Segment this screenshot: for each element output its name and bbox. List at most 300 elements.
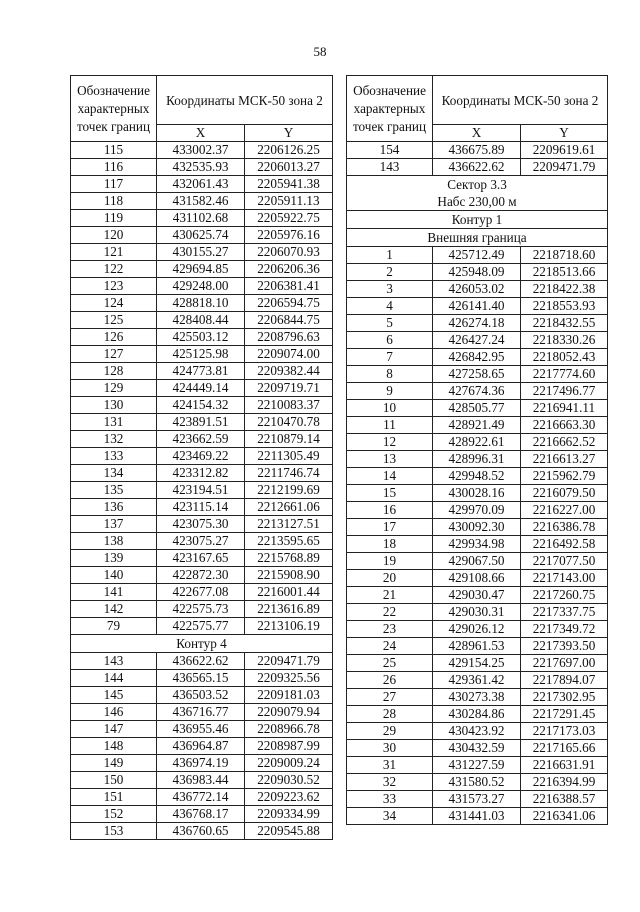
x-coordinate-cell: 424154.32: [157, 397, 245, 414]
section-row: [347, 229, 608, 247]
table-row: [347, 142, 608, 159]
table-row: [71, 244, 333, 261]
table-row: [347, 672, 608, 689]
y-coordinate-cell: 2209619.61: [521, 142, 608, 159]
point-number-cell: 120: [71, 227, 157, 244]
y-coordinate-cell: 2206381.41: [245, 278, 333, 295]
point-number-cell: 145: [71, 687, 157, 704]
table-row: [71, 278, 333, 295]
x-coordinate-cell: 428921.49: [433, 417, 521, 434]
point-number-cell: 121: [71, 244, 157, 261]
point-number-cell: 3: [347, 281, 433, 298]
y-coordinate-cell: 2205976.16: [245, 227, 333, 244]
x-coordinate-cell: 422677.08: [157, 584, 245, 601]
point-number-cell: 28: [347, 706, 433, 723]
point-number-cell: 14: [347, 468, 433, 485]
y-coordinate-cell: 2216341.06: [521, 808, 608, 825]
table-row: [71, 567, 333, 584]
y-coordinate-cell: 2209719.71: [245, 380, 333, 397]
table-row: [71, 755, 333, 772]
x-coordinate-cell: 430625.74: [157, 227, 245, 244]
y-coordinate-cell: 2216492.58: [521, 536, 608, 553]
x-coordinate-cell: 422575.77: [157, 618, 245, 635]
point-number-cell: 21: [347, 587, 433, 604]
table-row: [347, 757, 608, 774]
x-coordinate-cell: 431441.03: [433, 808, 521, 825]
x-coordinate-cell: 426274.18: [433, 315, 521, 332]
y-coordinate-cell: 2218330.26: [521, 332, 608, 349]
x-coordinate-cell: 430028.16: [433, 485, 521, 502]
point-number-cell: 137: [71, 516, 157, 533]
y-coordinate-cell: 2217260.75: [521, 587, 608, 604]
point-number-cell: 17: [347, 519, 433, 536]
x-coordinate-cell: 428996.31: [433, 451, 521, 468]
table-row: [71, 772, 333, 789]
x-coordinate-cell: 436768.17: [157, 806, 245, 823]
y-coordinate-cell: 2215962.79: [521, 468, 608, 485]
y-coordinate-cell: 2212661.06: [245, 499, 333, 516]
x-coordinate-cell: 429970.09: [433, 502, 521, 519]
table-row: [347, 791, 608, 808]
y-coordinate-cell: 2206126.25: [245, 142, 333, 159]
point-number-cell: 1: [347, 247, 433, 264]
x-coordinate-cell: 428505.77: [433, 400, 521, 417]
y-coordinate-cell: 2209471.79: [245, 653, 333, 670]
point-number-cell: 26: [347, 672, 433, 689]
table-row: [347, 519, 608, 536]
point-number-cell: 11: [347, 417, 433, 434]
table-row: [71, 227, 333, 244]
table-row: [71, 618, 333, 635]
point-number-cell: 139: [71, 550, 157, 567]
table-row: [347, 264, 608, 281]
section-label: Внешняя граница: [347, 229, 608, 247]
y-coordinate-cell: 2209325.56: [245, 670, 333, 687]
y-coordinate-cell: 2217077.50: [521, 553, 608, 570]
point-number-cell: 131: [71, 414, 157, 431]
table-row: [347, 315, 608, 332]
point-number-cell: 31: [347, 757, 433, 774]
table-row: [71, 584, 333, 601]
x-coordinate-cell: 426427.24: [433, 332, 521, 349]
point-number-cell: 123: [71, 278, 157, 295]
point-number-cell: 150: [71, 772, 157, 789]
table-row: [71, 261, 333, 278]
y-coordinate-cell: 2216662.52: [521, 434, 608, 451]
y-coordinate-cell: 2209030.52: [245, 772, 333, 789]
x-coordinate-cell: 436955.46: [157, 721, 245, 738]
section-label: Контур 1: [347, 211, 608, 229]
point-number-cell: 19: [347, 553, 433, 570]
table-row: [347, 451, 608, 468]
x-coordinate-cell: 431582.46: [157, 193, 245, 210]
table-row: [71, 159, 333, 176]
table-row: [347, 536, 608, 553]
x-coordinate-cell: 431102.68: [157, 210, 245, 227]
y-coordinate-cell: 2206013.27: [245, 159, 333, 176]
point-number-cell: 12: [347, 434, 433, 451]
table-row: [347, 774, 608, 791]
table-row: [347, 434, 608, 451]
x-coordinate-cell: 429030.31: [433, 604, 521, 621]
y-coordinate-cell: 2209223.62: [245, 789, 333, 806]
point-number-cell: 144: [71, 670, 157, 687]
point-number-cell: 29: [347, 723, 433, 740]
x-coordinate-cell: 427674.36: [433, 383, 521, 400]
x-coordinate-cell: 422575.73: [157, 601, 245, 618]
y-coordinate-cell: 2216394.99: [521, 774, 608, 791]
point-number-cell: 18: [347, 536, 433, 553]
y-coordinate-cell: 2210470.78: [245, 414, 333, 431]
point-number-cell: 136: [71, 499, 157, 516]
y-coordinate-cell: 2213595.65: [245, 533, 333, 550]
x-coordinate-cell: 436716.77: [157, 704, 245, 721]
x-coordinate-cell: 430284.86: [433, 706, 521, 723]
point-number-cell: 119: [71, 210, 157, 227]
section-row: [347, 211, 608, 229]
x-coordinate-cell: 423891.51: [157, 414, 245, 431]
x-coordinate-cell: 436964.87: [157, 738, 245, 755]
x-coordinate-cell: 436974.19: [157, 755, 245, 772]
x-coordinate-cell: 436675.89: [433, 142, 521, 159]
coordinates-table-body-left: [71, 142, 333, 840]
point-number-cell: 25: [347, 655, 433, 672]
x-coordinate-cell: 428818.10: [157, 295, 245, 312]
y-coordinate-cell: 2208987.99: [245, 738, 333, 755]
y-coordinate-cell: 2209009.24: [245, 755, 333, 772]
table-row: [347, 332, 608, 349]
point-number-cell: 33: [347, 791, 433, 808]
table-row: [347, 417, 608, 434]
x-coordinate-cell: 429030.47: [433, 587, 521, 604]
y-coordinate-cell: 2213127.51: [245, 516, 333, 533]
x-coordinate-cell: 425503.12: [157, 329, 245, 346]
y-coordinate-cell: 2213106.19: [245, 618, 333, 635]
point-number-cell: 4: [347, 298, 433, 315]
x-coordinate-cell: 423194.51: [157, 482, 245, 499]
y-coordinate-cell: 2216663.30: [521, 417, 608, 434]
x-coordinate-cell: 436983.44: [157, 772, 245, 789]
y-coordinate-cell: 2217173.03: [521, 723, 608, 740]
x-coordinate-cell: 429934.98: [433, 536, 521, 553]
point-number-cell: 8: [347, 366, 433, 383]
y-coordinate-cell: 2205941.38: [245, 176, 333, 193]
x-coordinate-cell: 429026.12: [433, 621, 521, 638]
table-row: [347, 247, 608, 264]
y-coordinate-cell: 2209079.94: [245, 704, 333, 721]
y-coordinate-cell: 2218553.93: [521, 298, 608, 315]
section-label-line: Сектор 3.3: [447, 177, 507, 192]
x-coordinate-cell: 428408.44: [157, 312, 245, 329]
point-number-cell: 115: [71, 142, 157, 159]
point-number-cell: 151: [71, 789, 157, 806]
point-number-cell: 143: [347, 159, 433, 176]
table-row: [347, 587, 608, 604]
table-row: [71, 687, 333, 704]
x-coordinate-cell: 429248.00: [157, 278, 245, 295]
x-coordinate-cell: 436622.62: [157, 653, 245, 670]
y-coordinate-cell: 2216079.50: [521, 485, 608, 502]
y-column-header: Y: [245, 125, 333, 142]
x-coordinate-cell: 436622.62: [433, 159, 521, 176]
x-coordinate-cell: 422872.30: [157, 567, 245, 584]
x-coordinate-cell: 426053.02: [433, 281, 521, 298]
y-coordinate-cell: 2217337.75: [521, 604, 608, 621]
x-coordinate-cell: 436772.14: [157, 789, 245, 806]
y-coordinate-cell: 2218052.43: [521, 349, 608, 366]
y-coordinate-cell: 2209334.99: [245, 806, 333, 823]
point-number-cell: 23: [347, 621, 433, 638]
y-coordinate-cell: 2208966.78: [245, 721, 333, 738]
x-coordinate-cell: 425948.09: [433, 264, 521, 281]
table-row: [71, 601, 333, 618]
point-number-cell: 79: [71, 618, 157, 635]
point-number-cell: 117: [71, 176, 157, 193]
table-row: [347, 638, 608, 655]
table-row: [347, 706, 608, 723]
table-row: [71, 142, 333, 159]
coordinates-table-left: [70, 75, 333, 840]
point-number-cell: 27: [347, 689, 433, 706]
table-row: [71, 806, 333, 823]
point-number-cell: 32: [347, 774, 433, 791]
table-row: [71, 380, 333, 397]
y-coordinate-cell: 2218432.55: [521, 315, 608, 332]
y-coordinate-cell: 2217393.50: [521, 638, 608, 655]
y-coordinate-cell: 2218422.38: [521, 281, 608, 298]
point-number-cell: 124: [71, 295, 157, 312]
point-number-cell: 149: [71, 755, 157, 772]
point-number-cell: 118: [71, 193, 157, 210]
table-row: [71, 653, 333, 670]
point-number-cell: 134: [71, 465, 157, 482]
x-coordinate-cell: 429694.85: [157, 261, 245, 278]
table-row: [71, 704, 333, 721]
point-number-cell: 34: [347, 808, 433, 825]
table-row: [347, 281, 608, 298]
coordinates-header: Координаты МСК-50 зона 2: [433, 76, 608, 125]
x-coordinate-cell: 426842.95: [433, 349, 521, 366]
section-label: Контур 4: [71, 635, 333, 653]
section-row: [71, 635, 333, 653]
x-coordinate-cell: 429067.50: [433, 553, 521, 570]
x-coordinate-cell: 431227.59: [433, 757, 521, 774]
table-row: [347, 366, 608, 383]
point-number-cell: 135: [71, 482, 157, 499]
x-coordinate-cell: 423662.59: [157, 431, 245, 448]
point-number-cell: 16: [347, 502, 433, 519]
table-row: [347, 740, 608, 757]
y-coordinate-cell: 2206070.93: [245, 244, 333, 261]
table-row: [71, 465, 333, 482]
y-coordinate-cell: 2206844.75: [245, 312, 333, 329]
point-number-cell: 142: [71, 601, 157, 618]
point-number-cell: 15: [347, 485, 433, 502]
y-coordinate-cell: 2209545.88: [245, 823, 333, 840]
y-coordinate-cell: 2216001.44: [245, 584, 333, 601]
point-number-cell: 127: [71, 346, 157, 363]
table-row: [71, 346, 333, 363]
point-number-cell: 126: [71, 329, 157, 346]
table-row: [347, 349, 608, 366]
x-coordinate-cell: 424449.14: [157, 380, 245, 397]
x-coordinate-cell: 430155.27: [157, 244, 245, 261]
point-number-cell: 146: [71, 704, 157, 721]
table-row: [71, 397, 333, 414]
x-coordinate-cell: 436503.52: [157, 687, 245, 704]
table-row: [71, 448, 333, 465]
x-coordinate-cell: 432061.43: [157, 176, 245, 193]
table-row: [71, 738, 333, 755]
x-coordinate-cell: 428922.61: [433, 434, 521, 451]
y-coordinate-cell: 2212199.69: [245, 482, 333, 499]
y-coordinate-cell: 2216941.11: [521, 400, 608, 417]
y-coordinate-cell: 2206206.36: [245, 261, 333, 278]
x-coordinate-cell: 430092.30: [433, 519, 521, 536]
y-coordinate-cell: 2217894.07: [521, 672, 608, 689]
y-coordinate-cell: 2218718.60: [521, 247, 608, 264]
table-row: [347, 298, 608, 315]
coordinates-header: Координаты МСК-50 зона 2: [157, 76, 333, 125]
point-number-cell: 10: [347, 400, 433, 417]
x-coordinate-cell: 433002.37: [157, 142, 245, 159]
table-row: [71, 414, 333, 431]
y-coordinate-cell: 2209471.79: [521, 159, 608, 176]
point-number-cell: 132: [71, 431, 157, 448]
section-label: [347, 176, 608, 211]
x-coordinate-cell: 423312.82: [157, 465, 245, 482]
x-coordinate-cell: 431580.52: [433, 774, 521, 791]
y-coordinate-cell: 2215908.90: [245, 567, 333, 584]
point-number-cell: 30: [347, 740, 433, 757]
y-coordinate-cell: 2205922.75: [245, 210, 333, 227]
x-coordinate-cell: 425712.49: [433, 247, 521, 264]
point-number-cell: 5: [347, 315, 433, 332]
x-coordinate-cell: 431573.27: [433, 791, 521, 808]
x-coordinate-cell: 423469.22: [157, 448, 245, 465]
table-row: [71, 721, 333, 738]
point-number-cell: 7: [347, 349, 433, 366]
coordinates-table-right: [346, 75, 608, 825]
point-number-cell: 147: [71, 721, 157, 738]
point-number-cell: 116: [71, 159, 157, 176]
y-coordinate-cell: 2210083.37: [245, 397, 333, 414]
point-number-cell: 140: [71, 567, 157, 584]
table-row: [347, 553, 608, 570]
table-row: [71, 329, 333, 346]
x-column-header: X: [433, 125, 521, 142]
y-coordinate-cell: 2216227.00: [521, 502, 608, 519]
table-row: [71, 295, 333, 312]
x-coordinate-cell: 423075.30: [157, 516, 245, 533]
point-number-cell: 133: [71, 448, 157, 465]
y-coordinate-cell: 2216386.78: [521, 519, 608, 536]
y-coordinate-cell: 2217697.00: [521, 655, 608, 672]
x-coordinate-cell: 423075.27: [157, 533, 245, 550]
table-row: [347, 723, 608, 740]
x-coordinate-cell: 432535.93: [157, 159, 245, 176]
table-row: [71, 516, 333, 533]
point-number-cell: 20: [347, 570, 433, 587]
point-column-header: Обозначение характерных точек границ: [347, 76, 433, 142]
x-coordinate-cell: 424773.81: [157, 363, 245, 380]
point-number-cell: 129: [71, 380, 157, 397]
y-coordinate-cell: 2208796.63: [245, 329, 333, 346]
table-row: [347, 502, 608, 519]
x-coordinate-cell: 427258.65: [433, 366, 521, 383]
x-coordinate-cell: 423115.14: [157, 499, 245, 516]
point-number-cell: 130: [71, 397, 157, 414]
table-row: [347, 655, 608, 672]
table-row: [71, 210, 333, 227]
x-coordinate-cell: 430273.38: [433, 689, 521, 706]
table-row: [71, 312, 333, 329]
y-coordinate-cell: 2211746.74: [245, 465, 333, 482]
x-coordinate-cell: 426141.40: [433, 298, 521, 315]
point-number-cell: 122: [71, 261, 157, 278]
point-number-cell: 125: [71, 312, 157, 329]
x-column-header: X: [157, 125, 245, 142]
table-row: [347, 621, 608, 638]
x-coordinate-cell: 436760.65: [157, 823, 245, 840]
table-row: [347, 485, 608, 502]
page-number: 58: [313, 44, 327, 59]
y-coordinate-cell: 2211305.49: [245, 448, 333, 465]
x-coordinate-cell: 428961.53: [433, 638, 521, 655]
section-row: [347, 176, 608, 211]
point-column-header: Обозначение характерных точек границ: [71, 76, 157, 142]
table-row: [347, 468, 608, 485]
point-number-cell: 24: [347, 638, 433, 655]
table-row: [71, 193, 333, 210]
x-coordinate-cell: 430432.59: [433, 740, 521, 757]
x-coordinate-cell: 436565.15: [157, 670, 245, 687]
table-row: [71, 431, 333, 448]
y-coordinate-cell: 2206594.75: [245, 295, 333, 312]
x-coordinate-cell: 425125.98: [157, 346, 245, 363]
table-row: [347, 400, 608, 417]
y-coordinate-cell: 2217291.45: [521, 706, 608, 723]
y-coordinate-cell: 2209074.00: [245, 346, 333, 363]
y-coordinate-cell: 2216388.57: [521, 791, 608, 808]
y-coordinate-cell: 2217774.60: [521, 366, 608, 383]
y-coordinate-cell: 2216631.91: [521, 757, 608, 774]
x-coordinate-cell: 429361.42: [433, 672, 521, 689]
point-number-cell: 143: [71, 653, 157, 670]
x-coordinate-cell: 429948.52: [433, 468, 521, 485]
table-row: [71, 670, 333, 687]
y-coordinate-cell: 2217165.66: [521, 740, 608, 757]
table-row: [347, 604, 608, 621]
table-row: [71, 363, 333, 380]
table-row: [71, 499, 333, 516]
point-number-cell: 2: [347, 264, 433, 281]
x-coordinate-cell: 423167.65: [157, 550, 245, 567]
table-row: [347, 808, 608, 825]
y-coordinate-cell: 2215768.89: [245, 550, 333, 567]
y-coordinate-cell: 2209382.44: [245, 363, 333, 380]
table-row: [71, 823, 333, 840]
point-number-cell: 153: [71, 823, 157, 840]
point-number-cell: 138: [71, 533, 157, 550]
y-coordinate-cell: 2216613.27: [521, 451, 608, 468]
y-coordinate-cell: 2209181.03: [245, 687, 333, 704]
y-column-header: Y: [521, 125, 608, 142]
point-number-cell: 13: [347, 451, 433, 468]
y-coordinate-cell: 2205911.13: [245, 193, 333, 210]
point-number-cell: 148: [71, 738, 157, 755]
point-number-cell: 22: [347, 604, 433, 621]
